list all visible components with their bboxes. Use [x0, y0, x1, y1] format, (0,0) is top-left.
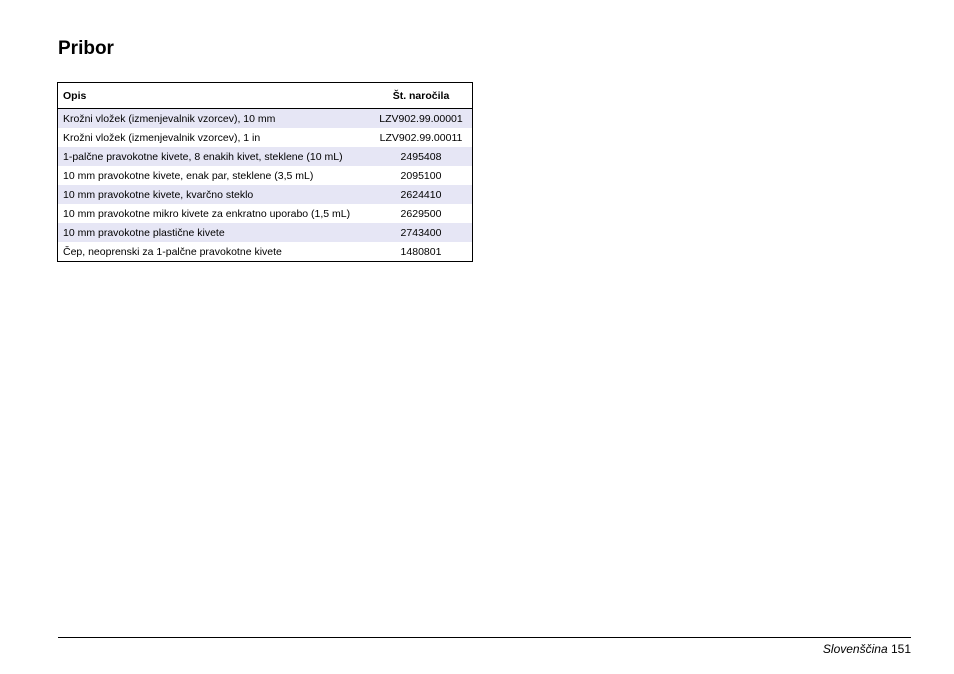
- table-header-row: [58, 83, 473, 109]
- item-description: Krožni vložek (izmenjevalnik vzorcev), 1 in: [63, 131, 261, 144]
- item-order-number: 2743400: [370, 223, 473, 242]
- footer-language: Slovenščina: [822, 642, 888, 656]
- accessories-table: [57, 82, 473, 262]
- item-description: 10 mm pravokotne mikro kivete za enkratno uporabo (1,5 mL): [63, 207, 351, 220]
- item-order-number: 2095100: [400, 169, 442, 182]
- table-row: [58, 128, 473, 147]
- table-row: [58, 147, 473, 166]
- item-order-number: 2624410: [370, 185, 473, 204]
- footer-page-number: 151: [890, 642, 911, 656]
- item-order-number: LZV902.99.00001: [370, 109, 473, 129]
- item-order-number: LZV902.99.00011: [379, 131, 463, 144]
- column-header-order-number: Št. naročila: [370, 83, 473, 109]
- item-description: Krožni vložek (izmenjevalnik vzorcev), 10 mm: [58, 109, 371, 129]
- table-row: [58, 185, 473, 204]
- item-description: 10 mm pravokotne plastične kivete: [58, 223, 371, 242]
- item-description: Čep, neoprenski za 1-palčne pravokotne kivete: [63, 245, 282, 258]
- page-footer: [823, 642, 911, 656]
- item-description: 10 mm pravokotne kivete, kvarčno steklo: [58, 185, 371, 204]
- table-row: [58, 204, 473, 223]
- item-description: 1-palčne pravokotne kivete, 8 enakih kivet, steklene (10 mL): [58, 147, 371, 166]
- table-row: [58, 109, 473, 129]
- column-header-description: Opis: [58, 83, 371, 109]
- item-order-number: 2629500: [400, 207, 442, 220]
- page-title: Pribor: [58, 38, 114, 59]
- table-row: [58, 242, 473, 262]
- item-description: 10 mm pravokotne kivete, enak par, steklene (3,5 mL): [63, 169, 314, 182]
- item-order-number: 2495408: [370, 147, 473, 166]
- table-header: [58, 83, 473, 109]
- footer-divider: [58, 637, 911, 638]
- table-row: [58, 223, 473, 242]
- item-order-number: 1480801: [400, 245, 442, 258]
- table-row: [58, 166, 473, 185]
- table-body: [58, 109, 473, 262]
